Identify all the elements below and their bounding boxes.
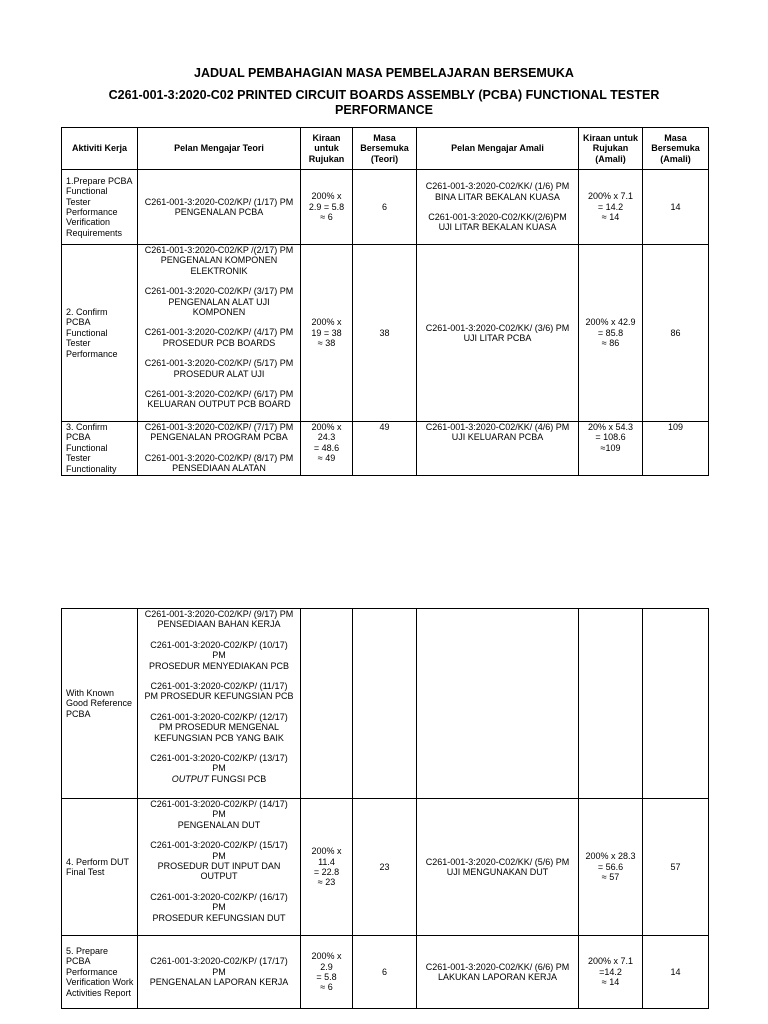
lesson-code: C261-001-3:2020-C02/KP/ (8/17) PM <box>144 452 294 463</box>
calc-line: ≈ 57 <box>601 872 620 883</box>
lesson-title: PENSEDIAAN ALATAN <box>172 463 266 474</box>
lesson-title: BINA LITAR BEKALAN KUASA <box>435 191 560 202</box>
lesson-code: C261-001-3:2020-C02/KK/ (6/6) PM <box>425 961 570 972</box>
calc-line: 2.9 = 5.8 <box>308 201 345 212</box>
header-masa-teori: Masa Bersemuka (Teori) <box>353 128 417 170</box>
lesson-code: PM <box>212 966 226 977</box>
cell-aktiviti: 5. Prepare PCBA Performance Verification Work Activities Report <box>62 936 138 1009</box>
calc-line: ≈ 49 <box>317 453 336 464</box>
calc-line: 2.9 <box>320 961 333 972</box>
cell-kiraan-amali <box>579 609 643 799</box>
calc-line: 200% x <box>311 191 342 202</box>
cell-pelan-teori <box>138 245 301 422</box>
calc-line: = 14.2 <box>597 201 624 212</box>
cell-pelan-teori <box>138 936 301 1009</box>
table-row <box>62 936 709 1009</box>
lesson-title: PENSEDIAAN BAHAN KERJA <box>157 619 281 630</box>
lesson-code: C261-001-3:2020-C02/KP/ (3/17) PM <box>144 286 294 297</box>
cell-kiraan-teori <box>301 609 353 799</box>
lesson-title: UJI KELUARAN PCBA <box>451 432 544 443</box>
lesson-code: C261-001-3:2020-C02/KP /(2/17) PM <box>144 245 294 255</box>
lesson-title: PROSEDUR ALAT UJI <box>173 368 265 379</box>
cell-kiraan-amali <box>579 170 643 245</box>
cell-aktiviti: 4. Perform DUT Final Test <box>62 799 138 936</box>
calc-line: = 108.6 <box>595 432 626 443</box>
lesson-code: C261-001-3:2020-C02/KP/ (7/17) PM <box>144 422 294 432</box>
cell-kiraan-teori <box>301 422 353 476</box>
cell-pelan-amali <box>417 609 579 799</box>
table-header-row <box>62 128 709 170</box>
cell-kiraan-amali <box>579 422 643 476</box>
lesson-title-italic: OUTPUT <box>171 773 209 784</box>
cell-pelan-amali <box>417 422 579 476</box>
lesson-title: PENGENALAN KOMPONEN <box>160 255 278 266</box>
cell-pelan-teori <box>138 799 301 936</box>
lesson-code: C261-001-3:2020-C02/KP/ (6/17) PM <box>144 389 294 400</box>
calc-line: 200% x <box>311 951 342 962</box>
schedule-table-part-2 <box>61 608 709 1009</box>
calc-line: ≈ 14 <box>601 212 620 223</box>
lesson-title: PENGENALAN PCBA <box>174 207 264 217</box>
subtitle-line-1: C261-001-3:2020-C02 PRINTED CIRCUIT BOARDS ASSEMBLY (PCBA) FUNCTIONAL TESTER <box>108 88 660 102</box>
cell-pelan-amali <box>417 170 579 245</box>
cell-kiraan-amali <box>579 799 643 936</box>
calc-line: 11.4 <box>318 856 335 867</box>
cell-masa-teori: 6 <box>353 936 417 1009</box>
cell-pelan-amali <box>417 799 579 936</box>
cell-kiraan-teori <box>301 170 353 245</box>
calc-line: ≈ 38 <box>317 338 336 349</box>
cell-masa-teori: 23 <box>353 799 417 936</box>
calc-line: = 85.8 <box>597 327 624 338</box>
calc-line: 20% x 54.3 <box>587 422 634 432</box>
cell-pelan-amali <box>417 245 579 422</box>
lesson-code: C261-001-3:2020-C02/KP/ (10/17) <box>150 639 288 650</box>
lesson-title: ELEKTRONIK <box>190 265 248 276</box>
cell-kiraan-amali <box>579 245 643 422</box>
lesson-code: C261-001-3:2020-C02/KP/ (16/17) <box>150 891 288 902</box>
lesson-title: PM PROSEDUR KEFUNGSIAN PCB <box>144 691 294 702</box>
calc-line: ≈ 23 <box>317 877 336 888</box>
calc-line: 19 = 38 <box>311 327 342 338</box>
cell-masa-teori: 49 <box>353 422 417 476</box>
calc-line: 200% x <box>311 422 342 432</box>
table-row <box>62 170 709 245</box>
lesson-title: PENGENALAN ALAT UJI <box>168 296 270 307</box>
calc-line: ≈ 6 <box>320 982 333 993</box>
table-row <box>62 609 709 799</box>
cell-pelan-amali <box>417 936 579 1009</box>
calc-line: 200% x <box>311 317 342 328</box>
lesson-code: PM <box>212 650 226 661</box>
calc-line: 200% x 7.1 <box>587 191 634 202</box>
schedule-table-part-1 <box>61 127 709 476</box>
calc-line: =14.2 <box>599 966 622 977</box>
lesson-title: KOMPONEN <box>192 307 246 318</box>
lesson-code: C261-001-3:2020-C02/KK/ (5/6) PM <box>425 856 570 867</box>
lesson-title: KELUARAN OUTPUT PCB BOARD <box>147 399 291 410</box>
lesson-title: PROSEDUR KEFUNGSIAN DUT <box>152 912 286 923</box>
lesson-code: C261-001-3:2020-C02/KP/ (14/17) <box>150 799 288 809</box>
lesson-title <box>141 774 297 784</box>
lesson-title: PROSEDUR PCB BOARDS <box>162 337 276 348</box>
cell-aktiviti: 3. Confirm PCBA Functional Tester Functionality <box>62 422 138 476</box>
cell-kiraan-amali <box>579 936 643 1009</box>
lesson-code: PM <box>212 809 226 820</box>
cell-masa-teori <box>353 609 417 799</box>
calc-line: 200% x 28.3 <box>585 851 636 862</box>
lesson-code: C261-001-3:2020-C02/KK/(2/6)PM <box>428 212 567 222</box>
cell-kiraan-teori <box>301 799 353 936</box>
calc-line: 200% x <box>311 846 342 857</box>
header-pelan-amali: Pelan Mengajar Amali <box>417 128 579 170</box>
lesson-code: C261-001-3:2020-C02/KP/ (13/17) <box>150 753 288 764</box>
header-pelan-teori: Pelan Mengajar Teori <box>138 128 301 170</box>
cell-pelan-teori <box>138 422 301 476</box>
lesson-title: UJI LITAR PCBA <box>463 333 532 343</box>
lesson-title: UJI LITAR BEKALAN KUASA <box>438 222 557 233</box>
lesson-title: LAKUKAN LAPORAN KERJA <box>437 972 558 982</box>
lesson-code: PM <box>212 850 226 861</box>
lesson-code: PM <box>212 763 226 774</box>
cell-masa-teori: 6 <box>353 170 417 245</box>
cell-masa-amali: 57 <box>643 799 709 936</box>
lesson-title: PROSEDUR MENYEDIAKAN PCB <box>148 660 290 671</box>
cell-kiraan-teori <box>301 245 353 422</box>
lesson-code: C261-001-3:2020-C02/KK/ (4/6) PM <box>425 422 570 432</box>
cell-masa-teori: 38 <box>353 245 417 422</box>
header-aktiviti: Aktiviti Kerja <box>62 128 138 170</box>
cell-masa-amali: 14 <box>643 936 709 1009</box>
table-row <box>62 245 709 422</box>
subtitle-line-2: PERFORMANCE <box>335 103 433 117</box>
calc-line: = 22.8 <box>313 867 340 877</box>
cell-masa-amali: 86 <box>643 245 709 422</box>
header-kiraan-teori: Kiraan untuk Rujukan <box>301 128 353 170</box>
lesson-code: C261-001-3:2020-C02/KP/ (11/17) <box>150 681 288 692</box>
calc-line: = 5.8 <box>316 972 337 982</box>
lesson-code: C261-001-3:2020-C02/KP/ (17/17) <box>150 956 288 967</box>
lesson-title: PENGENALAN LAPORAN KERJA <box>149 977 289 988</box>
header-kiraan-amali: Kiraan untuk Rujukan (Amali) <box>579 128 643 170</box>
calc-line: ≈ 6 <box>320 212 333 223</box>
calc-line: = 48.6 <box>313 442 340 453</box>
calc-line: ≈ 86 <box>601 338 620 349</box>
cell-masa-amali: 14 <box>643 170 709 245</box>
calc-line: ≈ 14 <box>601 977 620 988</box>
lesson-code: C261-001-3:2020-C02/KP/ (12/17) <box>150 711 288 722</box>
lesson-code: C261-001-3:2020-C02/KP/ (1/17) PM <box>144 196 294 207</box>
cell-aktiviti: With Known Good Reference PCBA <box>62 609 138 799</box>
cell-masa-amali <box>643 609 709 799</box>
document-title: JADUAL PEMBAHAGIAN MASA PEMBELAJARAN BERSEMUKA <box>194 66 574 80</box>
lesson-title: PM PROSEDUR MENGENAL <box>158 722 280 733</box>
header-masa-amali: Masa Bersemuka (Amali) <box>643 128 709 170</box>
lesson-title: KEFUNGSIAN PCB YANG BAIK <box>154 732 284 743</box>
lesson-code: C261-001-3:2020-C02/KP/ (9/17) PM <box>144 609 294 619</box>
lesson-title: OUTPUT <box>200 871 238 882</box>
table-row <box>62 422 709 476</box>
cell-aktiviti: 2. Confirm PCBA Functional Tester Performance <box>62 245 138 422</box>
calc-line: 24.3 <box>317 432 336 443</box>
document-subtitle <box>60 88 708 118</box>
lesson-title: PENGENALAN DUT <box>177 819 261 830</box>
calc-line: 200% x 7.1 <box>587 956 634 967</box>
calc-line: 200% x 42.9 <box>585 317 636 328</box>
lesson-code: C261-001-3:2020-C02/KK/ (1/6) PM <box>425 181 570 192</box>
lesson-code: PM <box>212 902 226 913</box>
calc-line: ≈109 <box>600 442 621 453</box>
cell-masa-amali: 109 <box>643 422 709 476</box>
table-row <box>62 799 709 936</box>
lesson-code: C261-001-3:2020-C02/KK/ (3/6) PM <box>425 322 570 333</box>
cell-kiraan-teori <box>301 936 353 1009</box>
lesson-title: PROSEDUR DUT INPUT DAN <box>157 861 281 872</box>
lesson-code: C261-001-3:2020-C02/KP/ (15/17) <box>150 840 288 851</box>
cell-pelan-teori <box>138 609 301 799</box>
lesson-code: C261-001-3:2020-C02/KP/ (4/17) PM <box>144 327 294 338</box>
cell-pelan-teori <box>138 170 301 245</box>
calc-line: = 56.6 <box>597 861 624 872</box>
cell-aktiviti: 1.Prepare PCBA Functional Tester Performance Verification Requirements <box>62 170 138 245</box>
lesson-title-rest: FUNGSI PCB <box>208 773 267 784</box>
lesson-code: C261-001-3:2020-C02/KP/ (5/17) PM <box>144 358 294 369</box>
lesson-title: PENGENALAN PROGRAM PCBA <box>150 432 288 443</box>
lesson-title: UJI MENGUNAKAN DUT <box>446 867 549 877</box>
